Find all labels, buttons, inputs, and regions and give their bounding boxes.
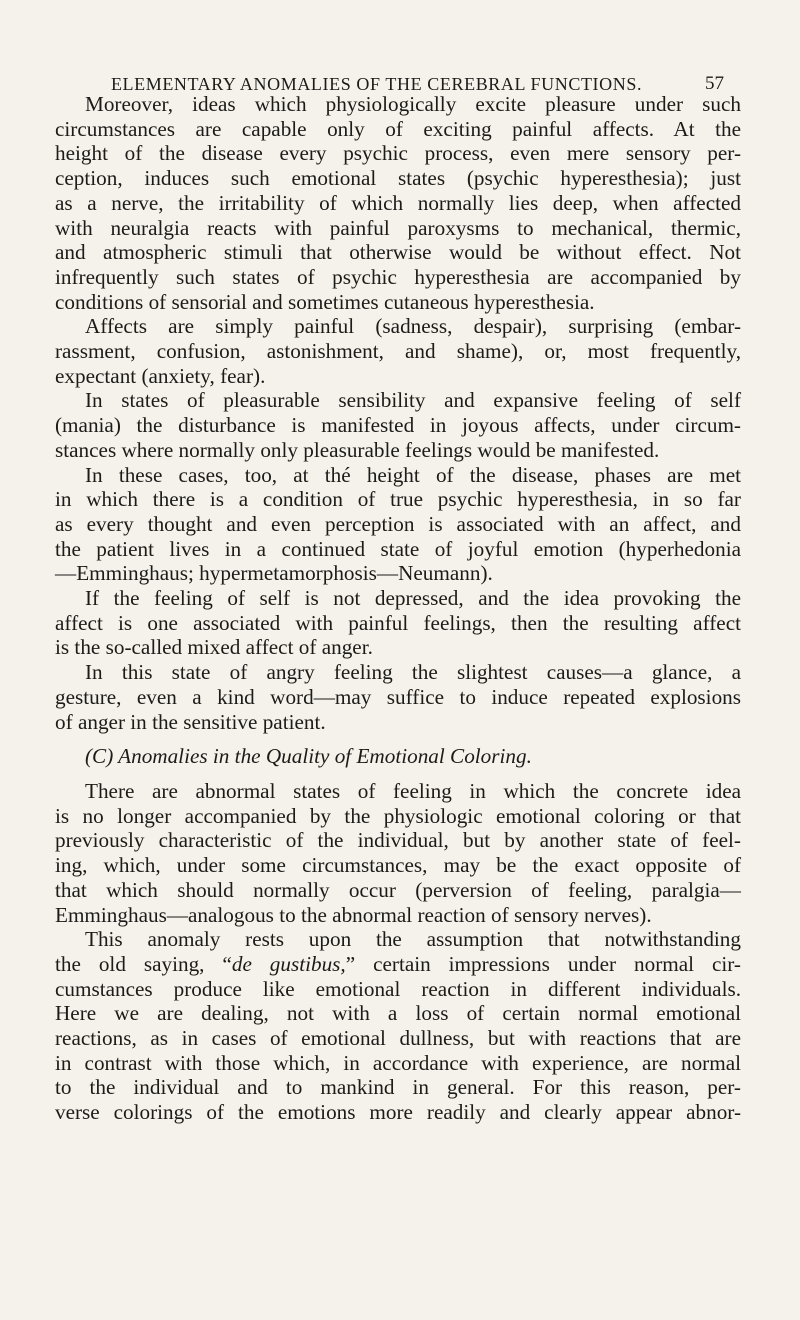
text-line: ception, induces such emotional states (psychic hyperesthesia); just	[55, 166, 741, 191]
text-segment: ” certain impressions under normal cir-	[345, 951, 741, 976]
text-line: to the individual and to mankind in general. For this reason, per-	[55, 1075, 741, 1100]
page-number: 57	[705, 73, 724, 94]
text-line: circumstances are capable only of exciting painful affects. At the	[55, 116, 741, 141]
latin-phrase: de gustibus,	[231, 951, 346, 976]
text-line: (mania) the disturbance is manifested in joyous affects, under circum-	[55, 413, 741, 438]
text-line: In this state of angry feeling the slightest causes—a glance, a	[85, 660, 741, 685]
text-line: Emminghaus—analogous to the abnormal reaction of sensory nerves).	[55, 902, 652, 927]
text-line: verse colorings of the emotions more readily and clearly appear abnor-	[55, 1100, 741, 1125]
paragraph-4	[55, 463, 741, 587]
text-line: In these cases, too, at thé height of the disease, phases are met	[85, 462, 741, 487]
section-heading: (C) Anomalies in the Quality of Emotional Coloring.	[85, 744, 532, 769]
text-line: infrequently such states of psychic hyperesthesia are accompanied by	[55, 264, 741, 289]
text-line	[55, 952, 741, 977]
paragraph-1	[55, 92, 741, 314]
paragraph-3	[55, 388, 741, 462]
text-line: of anger in the sensitive patient.	[55, 709, 326, 734]
text-line: Affects are simply painful (sadness, despair), surprising (embar-	[85, 314, 741, 339]
paragraph-2	[55, 314, 741, 388]
text-segment: the old saying, “	[55, 951, 232, 976]
text-line: This anomaly rests upon the assumption that notwithstanding	[85, 927, 741, 952]
text-line: gesture, even a kind word—may suffice to induce repeated explosions	[55, 684, 741, 709]
text-line: previously characteristic of the individual, but by another state of feel-	[55, 828, 741, 853]
body-text	[55, 92, 741, 1125]
text-line: that which should normally occur (perversion of feeling, paralgia—	[55, 877, 741, 902]
paragraph-8	[55, 927, 741, 1125]
text-line: —Emminghaus; hypermetamorphosis—Neumann).	[55, 561, 493, 586]
text-line: Here we are dealing, not with a loss of certain normal emotional	[55, 1001, 741, 1026]
text-line: If the feeling of self is not depressed, and the idea provoking the	[85, 586, 741, 611]
text-line: affect is one associated with painful feelings, then the resulting affect	[55, 610, 741, 635]
text-line: cumstances produce like emotional reaction in different individuals.	[55, 976, 741, 1001]
text-line: in which there is a condition of true psychic hyperesthesia, in so far	[55, 487, 741, 512]
running-title: ELEMENTARY ANOMALIES OF THE CEREBRAL FUNCTIONS.	[110, 74, 643, 94]
text-line: in contrast with those which, in accordance with experience, are normal	[55, 1050, 741, 1075]
text-line: Moreover, ideas which physiologically excite pleasure under such	[85, 92, 741, 116]
text-line: expectant (anxiety, fear).	[55, 363, 266, 388]
text-line: In states of pleasurable sensibility and expansive feeling of self	[85, 388, 741, 413]
text-line: ing, which, under some circumstances, may be the exact opposite of	[55, 853, 741, 878]
text-line: as a nerve, the irritability of which normally lies deep, when affected	[55, 190, 741, 215]
text-line: There are abnormal states of feeling in which the concrete idea	[85, 778, 741, 803]
text-line: conditions of sensorial and sometimes cutaneous hyperesthesia.	[55, 289, 595, 314]
text-line: as every thought and even perception is associated with an affect, and	[55, 511, 741, 536]
text-line: is the so-called mixed affect of anger.	[55, 635, 373, 660]
text-line: reactions, as in cases of emotional dullness, but with reactions that are	[55, 1026, 741, 1051]
text-line: the patient lives in a continued state of joyful emotion (hyperhedonia	[55, 536, 741, 561]
text-line: stances where normally only pleasurable feelings would be manifested.	[55, 437, 660, 462]
paragraph-6	[55, 660, 741, 734]
text-line: rassment, confusion, astonishment, and shame), or, most frequently,	[55, 339, 741, 364]
text-line: and atmospheric stimuli that otherwise would be without effect. Not	[55, 240, 741, 265]
paragraph-7	[55, 779, 741, 927]
text-line: height of the disease every psychic process, even mere sensory per-	[55, 141, 741, 166]
paragraph-5	[55, 586, 741, 660]
text-line: is no longer accompanied by the physiologic emotional coloring or that	[55, 803, 741, 828]
text-line: with neuralgia reacts with painful paroxysms to mechanical, thermic,	[55, 215, 741, 240]
